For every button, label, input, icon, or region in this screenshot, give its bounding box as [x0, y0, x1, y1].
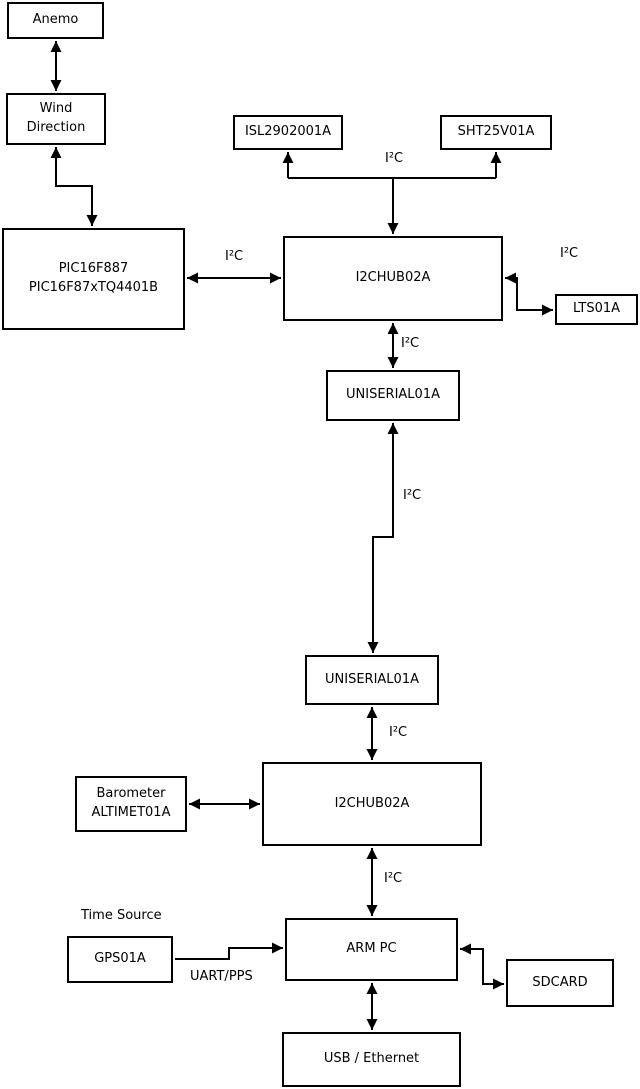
node-wind-direction-label-line1: Wind	[39, 101, 73, 117]
node-gps-label: GPS01A	[94, 951, 146, 967]
node-arm-pc	[285, 918, 458, 981]
node-lts01a	[555, 294, 638, 325]
edge-uniserial-link	[373, 423, 393, 653]
node-hub2-label: I2CHUB02A	[334, 795, 410, 811]
node-i2chub02a-bottom	[262, 762, 482, 846]
node-sdcard-label: SDCARD	[532, 974, 588, 990]
edge-label-time-source: Time Source	[81, 908, 162, 923]
node-uniserial01a-top	[326, 370, 460, 421]
node-barometer-altimet01a	[75, 776, 187, 832]
node-wind-direction	[6, 93, 106, 145]
edge-label-i2c-hub1-lts: I²C	[560, 246, 579, 261]
node-armpc-label: ARM PC	[346, 941, 397, 957]
edge-hub1-lts	[505, 278, 553, 310]
node-isl2902001a	[233, 115, 343, 150]
node-barometer-label-line1: Barometer	[96, 786, 166, 802]
edge-label-i2c-uniserial-hub2: I²C	[389, 725, 408, 740]
node-usb-label: USB / Ethernet	[323, 1051, 420, 1067]
edge-wind-pic	[56, 147, 92, 226]
node-uniserial-bottom-label: UNISERIAL01A	[325, 671, 419, 687]
node-wind-direction-label-line2: Direction	[26, 120, 86, 135]
node-sdcard	[506, 959, 614, 1007]
node-isl-label: ISL2902001A	[244, 124, 332, 140]
node-anemo-label: Anemo	[32, 12, 79, 28]
edge-label-i2c-hub2-arm: I²C	[384, 871, 403, 886]
node-pic-label-line1: PIC16F887	[58, 261, 129, 277]
node-usb-ethernet	[282, 1032, 461, 1087]
edge-label-i2c-pic-hub1: I²C	[225, 249, 244, 264]
node-barometer-label-line2: ALTIMET01A	[91, 805, 171, 820]
node-i2chub02a-top	[283, 236, 503, 321]
node-pic-label-line2: PIC16F87xTQ4401B	[28, 280, 159, 295]
edge-label-i2c-uniserial-link: I²C	[403, 488, 422, 503]
node-pic16f887	[2, 228, 185, 330]
edge-label-i2c-branch: I²C	[385, 151, 404, 166]
edge-label-uart-pps: UART/PPS	[190, 969, 253, 984]
node-uniserial-top-label: UNISERIAL01A	[346, 387, 440, 403]
node-uniserial01a-bottom	[305, 655, 439, 705]
edge-gps-armpc	[175, 948, 283, 959]
node-lts-label: LTS01A	[572, 301, 621, 317]
node-hub1-label: I2CHUB02A	[355, 270, 431, 286]
node-gps01a	[67, 936, 173, 983]
node-sht25v01a	[440, 115, 552, 150]
node-sht-label: SHT25V01A	[457, 124, 535, 140]
edge-armpc-sdcard	[460, 949, 504, 984]
node-anemo	[7, 2, 104, 39]
edge-label-i2c-hub1-uniserial: I²C	[401, 336, 420, 351]
